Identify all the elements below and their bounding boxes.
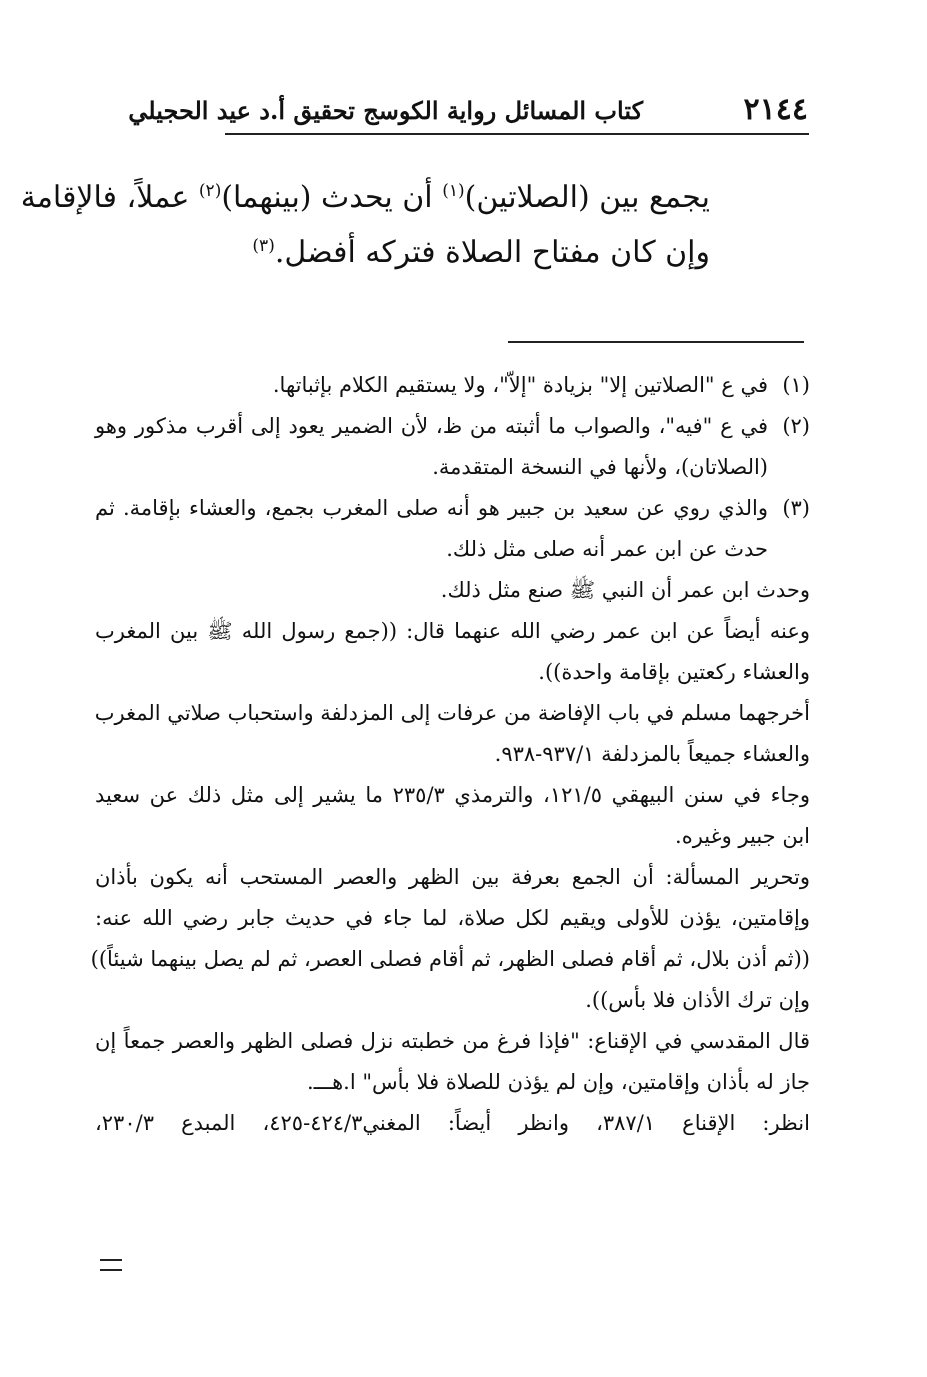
footnote-line: ابن جبير وغيره.: [675, 824, 810, 848]
footnote-reference-1: (١): [442, 181, 465, 201]
footnote-line: (الصلاتان)، ولأنها في النسخة المتقدمة.: [432, 455, 768, 479]
footnote-line: وإقامتين، يؤذن للأولى ويقيم لكل صلاة، لما جاء في حديث جابر رضي الله عنه:: [95, 906, 810, 930]
footnote-line: وعنه أيضاً عن ابن عمر رضي الله عنهما قال: ((جمع رسول الله ﷺ بين المغرب: [95, 619, 810, 643]
footnote-line: وتحرير المسألة: أن الجمع بعرفة بين الظهر والعصر المستحب أنه يكون بأذان: [95, 865, 810, 889]
footnote-number: (١): [782, 373, 810, 397]
continuation-mark: [100, 1259, 122, 1271]
footnote-line: والذي روي عن سعيد بن جبير هو أنه صلى المغرب بجمع، والعشاء بإقامة. ثم: [95, 496, 768, 520]
footnote-body: [95, 406, 810, 488]
main-text-line-2: [90, 225, 710, 280]
main-text-segment: يجمع بين (الصلاتين): [464, 180, 710, 215]
footnote-reference-2: (٢): [198, 181, 222, 201]
footnote-line: ((ثم أذن بلال، ثم أقام فصلى الظهر، ثم أقام فصلى العصر، ثم لم يصل بينهما شيئاً)): [90, 947, 810, 971]
page-number: ٢١٤٤: [743, 92, 808, 127]
running-title: كتاب المسائل رواية الكوسج تحقيق أ.د عيد الحجيلي: [128, 96, 643, 125]
page-header: [128, 92, 808, 128]
main-text-segment: أن يحدث (بينهما): [221, 180, 443, 215]
main-text-segment: وإن كان مفتاح الصلاة فتركه أفضل.: [274, 235, 710, 270]
footnote-3: [90, 488, 810, 1144]
footnote-line: وحدث ابن عمر أن النبي ﷺ صنع مثل ذلك.: [440, 578, 810, 602]
main-text-segment: عملاً، فالإقامة: [20, 180, 199, 215]
footnote-body: [95, 488, 810, 570]
footnote-2: [95, 406, 810, 488]
footnote-1: [95, 365, 810, 406]
footnote-separator: [508, 341, 804, 343]
footnote-line: حدث عن ابن عمر أنه صلى مثل ذلك.: [446, 537, 768, 561]
footnote-number: (٣): [782, 496, 810, 520]
footnote-text: في ع "الصلاتين إلا" بزيادة "إلاّ"، ولا يستقيم الكلام بإثباتها.: [272, 373, 768, 397]
footnote-line: وجاء في سنن البيهقي ١٢١/٥، والترمذي ٢٣٥/٣ ما يشير إلى مثل ذلك عن سعيد: [95, 783, 810, 807]
footnote-number: (٢): [782, 414, 810, 438]
main-text-line-1: [20, 170, 710, 225]
footnote-reference-3: (٣): [252, 236, 275, 256]
header-rule: [225, 133, 809, 135]
footnote-line: والعشاء جميعاً بالمزدلفة ٩٣٧/١-٩٣٨.: [494, 742, 810, 766]
footnote-line: أخرجهما مسلم في باب الإفاضة من عرفات إلى المزدلفة واستحباب صلاتي المغرب: [94, 701, 810, 725]
footnote-line: انظر: الإقناع ٣٨٧/١، وانظر أيضاً: المغني٤٢٤/٣-٤٢٥، المبدع ٢٣٠/٣،: [95, 1111, 810, 1135]
footnote-line: قال المقدسي في الإقناع: "فإذا فرغ من خطبته نزل فصلى الظهر والعصر جمعاً إن: [95, 1029, 810, 1053]
footnote-line: والعشاء ركعتين بإقامة واحدة)).: [538, 660, 810, 684]
main-text: [20, 170, 710, 280]
footnote-line: وإن ترك الأذان فلا بأس)).: [585, 988, 810, 1012]
footnote-line: جاز له بأذان وإقامتين، وإن لم يؤذن للصلاة فلا بأس" ا.هـــ.: [306, 1070, 810, 1094]
footnotes: [90, 365, 810, 1144]
footnote-line: في ع "فيه"، والصواب ما أثبته من ظ، لأن الضمير يعود إلى أقرب مذكور وهو: [95, 414, 768, 438]
